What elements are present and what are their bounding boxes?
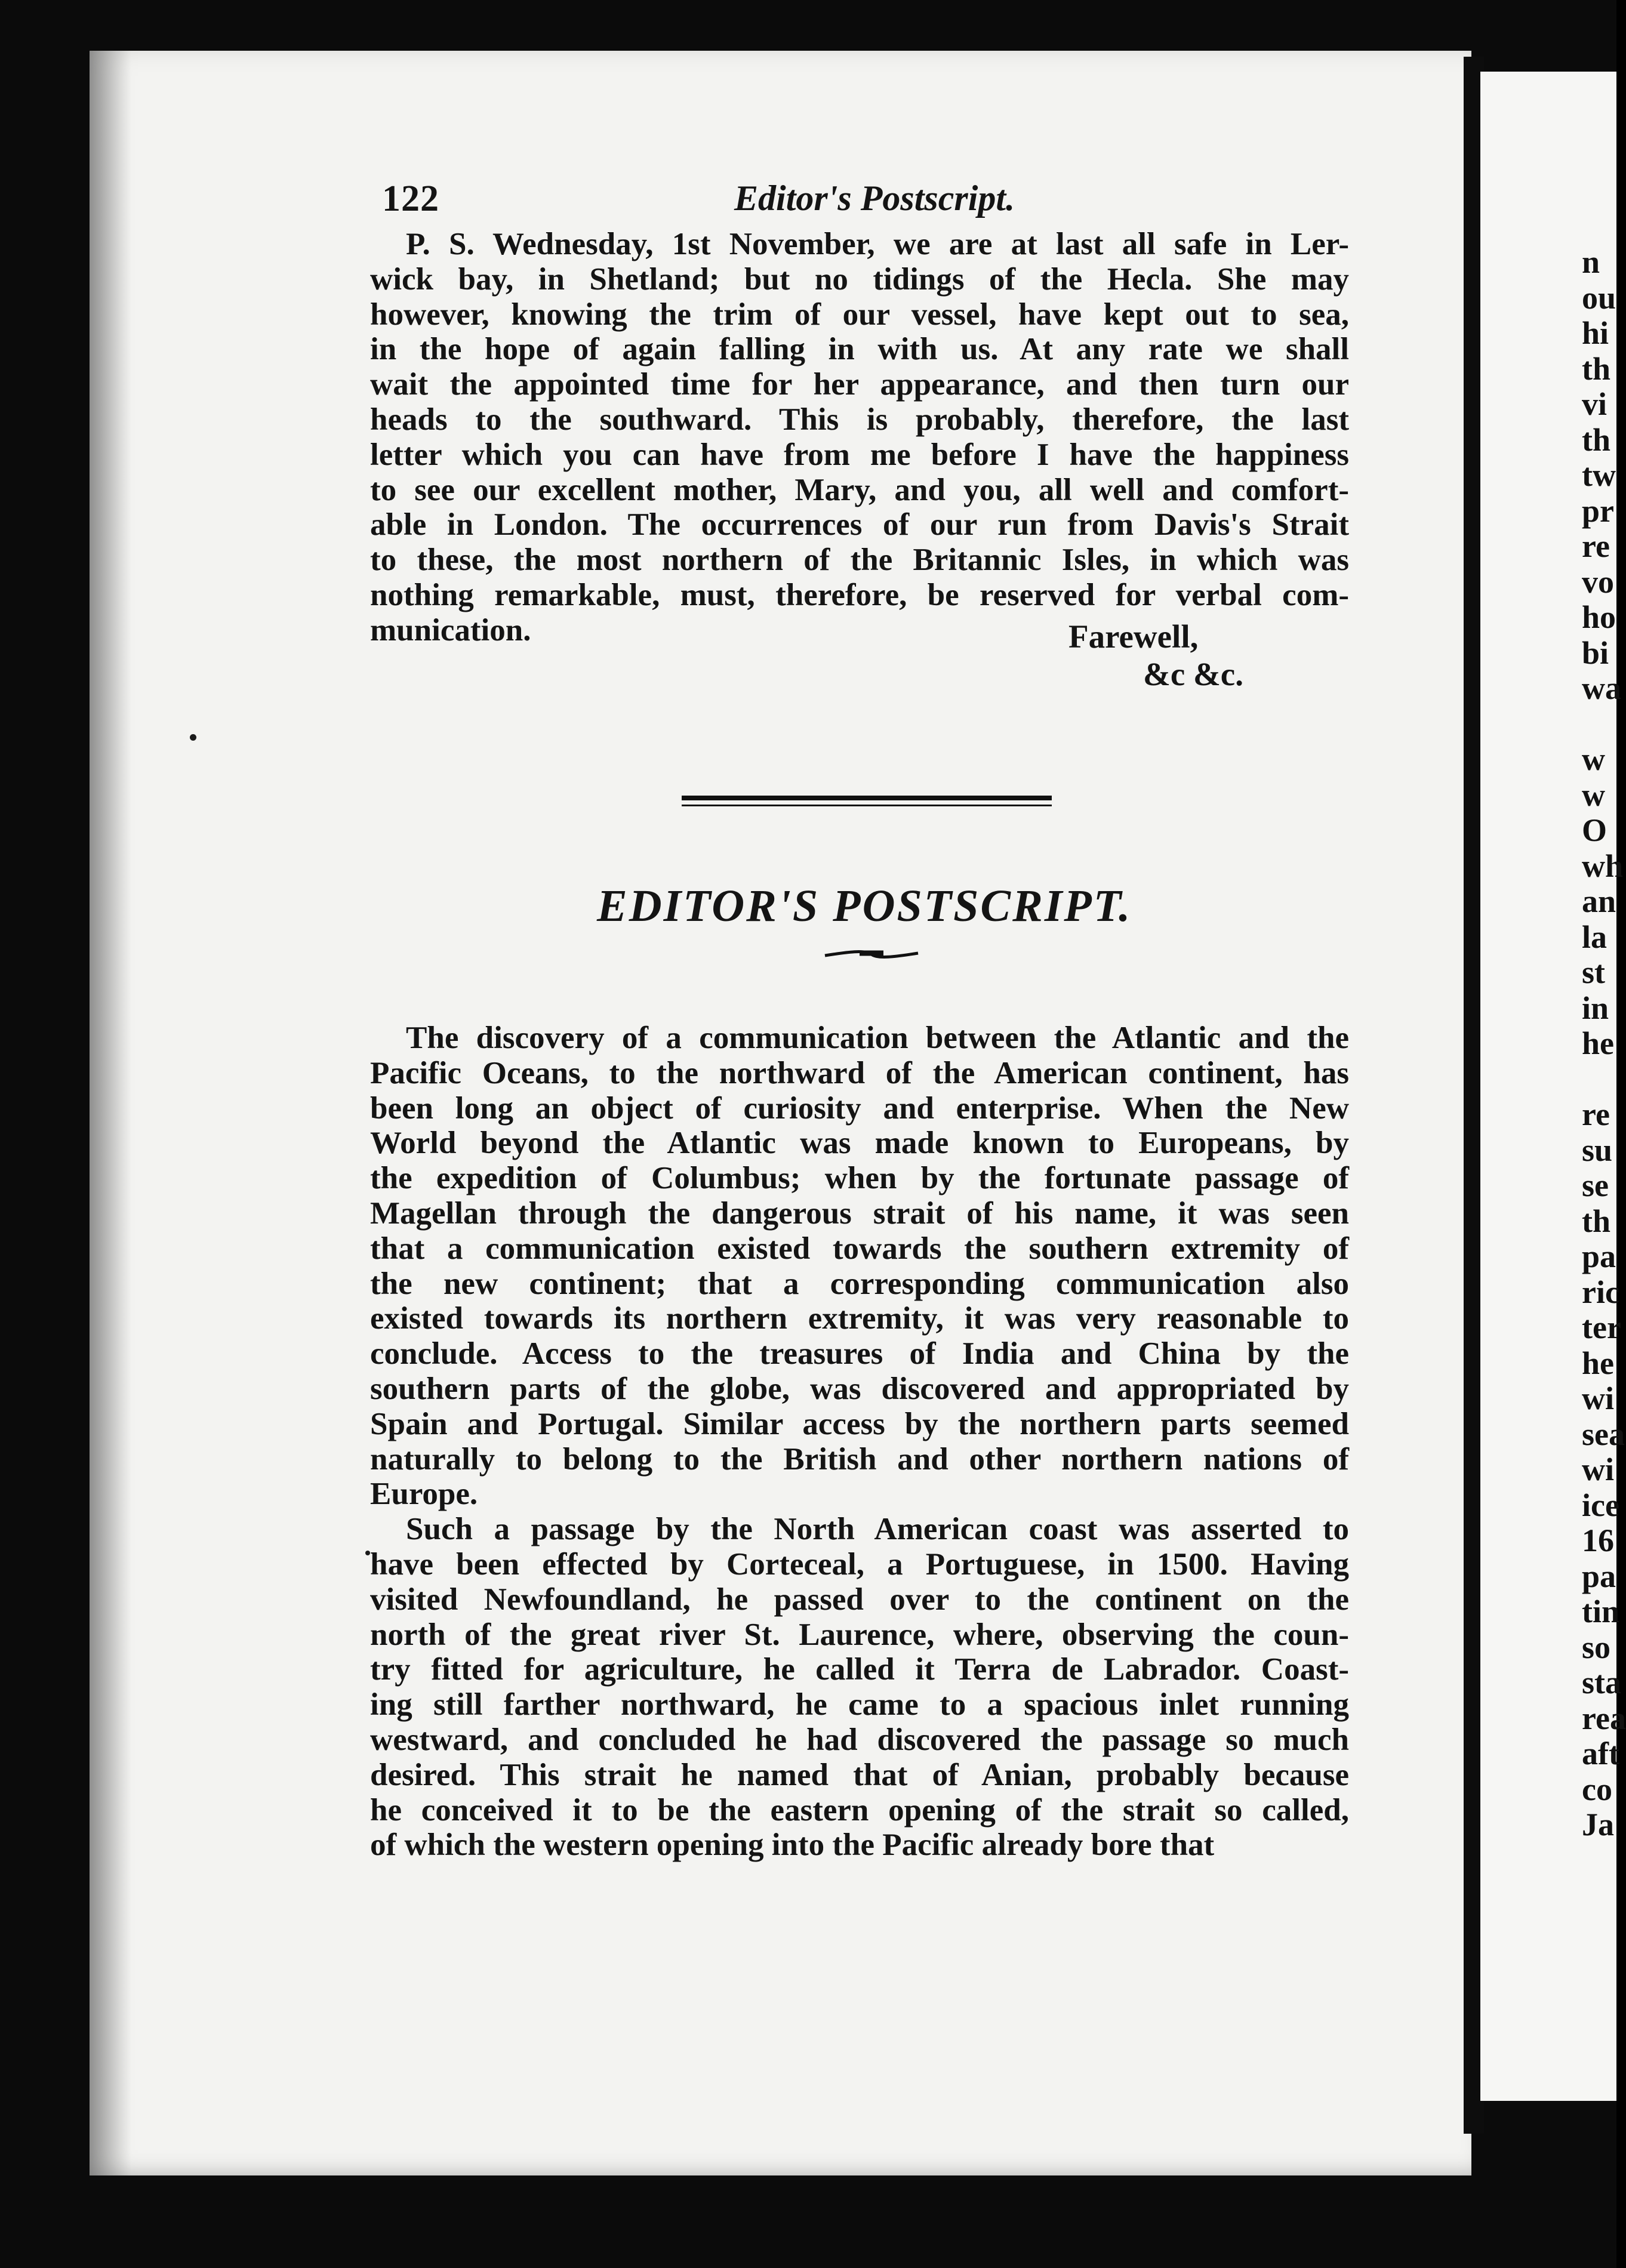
facing-line-fragment: wi	[1582, 1452, 1614, 1487]
letter-closing: Farewell,	[1068, 618, 1199, 655]
facing-line-fragment: ou	[1582, 279, 1616, 316]
facing-line-fragment: hi	[1582, 315, 1609, 351]
facing-line-fragment: wa	[1582, 670, 1621, 706]
facing-line-fragment: re	[1582, 1096, 1610, 1132]
body-line: naturally to belong to the British and other northern nations of	[370, 1441, 1349, 1477]
letter-line: nothing remarkable, must, therefore, be reserved for verbal com-	[370, 577, 1349, 612]
facing-line-fragment: pa	[1582, 1238, 1616, 1274]
body-line: Pacific Oceans, to the northward of the American continent, has	[370, 1055, 1349, 1090]
running-head	[382, 178, 1337, 226]
facing-line-fragment: he	[1582, 1345, 1614, 1381]
facing-page-fragments	[1582, 245, 1626, 1843]
facing-line-fragment: ice	[1582, 1487, 1619, 1523]
facing-line-fragment: Ja	[1582, 1807, 1614, 1842]
letter-line: however, knowing the trim of our vessel, have kept out to sea,	[370, 297, 1349, 332]
body-line: ing still farther northward, he came to a spacious inlet running	[370, 1687, 1349, 1722]
body-line: southern parts of the globe, was discovered and appropriated by	[370, 1371, 1349, 1406]
facing-line-fragment	[1582, 707, 1626, 742]
facing-line-fragment: w	[1582, 741, 1605, 777]
letter-line: in the hope of again falling in with us. At any rate we shall	[370, 332, 1349, 367]
facing-line-fragment: aft	[1582, 1736, 1619, 1771]
facing-line-fragment: O	[1582, 812, 1607, 848]
facing-line-fragment: ho	[1582, 599, 1616, 635]
facing-line-fragment: th	[1582, 1203, 1611, 1239]
letter-etc: &c &c.	[1143, 656, 1243, 692]
facing-line-fragment: th	[1582, 421, 1611, 458]
facing-line-fragment: wh	[1582, 848, 1624, 884]
letter-line: wick bay, in Shetland; but no tidings of the Hecla. She may	[370, 261, 1349, 297]
facing-line-fragment: vi	[1582, 386, 1607, 422]
body-line: Europe.	[370, 1477, 478, 1512]
facing-line-fragment: sta	[1582, 1665, 1621, 1700]
body-line: have been effected by Corteceal, a Portuguese, in 1500. Having	[370, 1546, 1349, 1582]
body-line: the expedition of Columbus; when by the fortunate passage of	[370, 1161, 1349, 1196]
section-title: EDITOR'S POSTSCRIPT.	[597, 881, 1132, 931]
body-line: westward, and concluded he had discovered the passage so much	[370, 1722, 1349, 1757]
letter-line: P. S. Wednesday, 1st November, we are at last all safe in Ler-	[406, 227, 1349, 261]
body-line: conclude. Access to the treasures of India and China by the	[370, 1336, 1349, 1372]
body-line: World beyond the Atlantic was made known to Europeans, by	[370, 1126, 1349, 1161]
facing-line-fragment: bi	[1582, 634, 1609, 671]
body-line: north of the great river St. Laurence, where, observing the coun-	[370, 1617, 1349, 1652]
letter-paragraph	[370, 227, 1349, 648]
facing-line-fragment: se	[1582, 1167, 1609, 1203]
facing-line-fragment: 16	[1582, 1523, 1614, 1558]
facing-line-fragment: la	[1582, 919, 1607, 955]
letter-line: munication.	[370, 612, 531, 648]
facing-line-fragment: co	[1582, 1771, 1612, 1807]
facing-line-fragment: re	[1582, 528, 1610, 564]
body-line: existed towards its northern extremity, it was very reasonable to	[370, 1301, 1349, 1336]
section-rule-thin	[682, 805, 1052, 806]
body-line: Magellan through the dangerous strait of his name, it was seen	[370, 1195, 1349, 1231]
body-line: desired. This strait he named that of Anian, probably because	[370, 1757, 1349, 1792]
facing-line-fragment: pa	[1582, 1558, 1616, 1594]
postscript-body	[370, 1021, 1349, 1863]
facing-line-fragment: th	[1582, 350, 1611, 387]
facing-line-fragment: su	[1582, 1132, 1613, 1168]
facing-line-fragment: an	[1582, 883, 1616, 919]
facing-line-fragment: ric	[1582, 1274, 1619, 1310]
facing-line-fragment: he	[1582, 1025, 1614, 1061]
section-rule	[682, 796, 1052, 800]
letter-line: wait the appointed time for her appearance, and then turn our	[370, 367, 1349, 402]
facing-line-fragment: wi	[1582, 1380, 1614, 1416]
body-line: of which the western opening into the Pacific already bore that	[370, 1828, 1215, 1863]
letter-line: letter which you can have from me before I have the happiness	[370, 437, 1349, 472]
letter-line: able in London. The occurrences of our run from Davis's Strait	[370, 507, 1349, 543]
body-line: the new continent; that a corresponding communication also	[370, 1266, 1349, 1301]
ink-speck-small	[365, 1551, 370, 1555]
running-title: Editor's Postscript.	[734, 178, 1015, 218]
page-binding-shadow	[90, 51, 131, 2175]
body-line: Such a passage by the North American coast was asserted to	[406, 1512, 1349, 1547]
body-line: that a communication existed towards the southern extremity of	[370, 1231, 1349, 1266]
facing-line-fragment: w	[1582, 776, 1605, 813]
body-line: been long an object of curiosity and enterprise. When the New	[370, 1090, 1349, 1126]
letter-line: to these, the most northern of the Britannic Isles, in which was	[370, 543, 1349, 578]
facing-line-fragment: vo	[1582, 563, 1614, 600]
facing-line-fragment: rea	[1582, 1700, 1626, 1736]
ink-speck	[190, 734, 196, 741]
body-line: visited Newfoundland, he passed over to the continent on the	[370, 1582, 1349, 1617]
facing-line-fragment	[1582, 1062, 1626, 1098]
facing-line-fragment: tw	[1582, 457, 1616, 493]
facing-line-fragment: n	[1582, 244, 1600, 280]
facing-line-fragment: in	[1582, 990, 1609, 1026]
body-line: Spain and Portugal. Similar access by the northern parts seemed	[370, 1406, 1349, 1441]
facing-line-fragment: tin	[1582, 1594, 1620, 1629]
facing-line-fragment: so	[1582, 1629, 1611, 1665]
letter-line: heads to the southward. This is probably, therefore, the last	[370, 402, 1349, 437]
facing-line-fragment: ter	[1582, 1309, 1621, 1345]
facing-line-fragment: st	[1582, 954, 1605, 990]
ornament-flourish-icon	[824, 946, 919, 963]
page-number: 122	[382, 178, 439, 219]
letter-line: to see our excellent mother, Mary, and you, all well and comfort-	[370, 472, 1349, 507]
body-line: he conceived it to be the eastern opening of the strait so called,	[370, 1792, 1349, 1828]
facing-line-fragment: sea	[1582, 1416, 1625, 1452]
body-line: try fitted for agriculture, he called it Terra de Labrador. Coast-	[370, 1652, 1349, 1687]
facing-line-fragment: pr	[1582, 492, 1614, 529]
body-line: The discovery of a communication between the Atlantic and the	[406, 1021, 1349, 1055]
